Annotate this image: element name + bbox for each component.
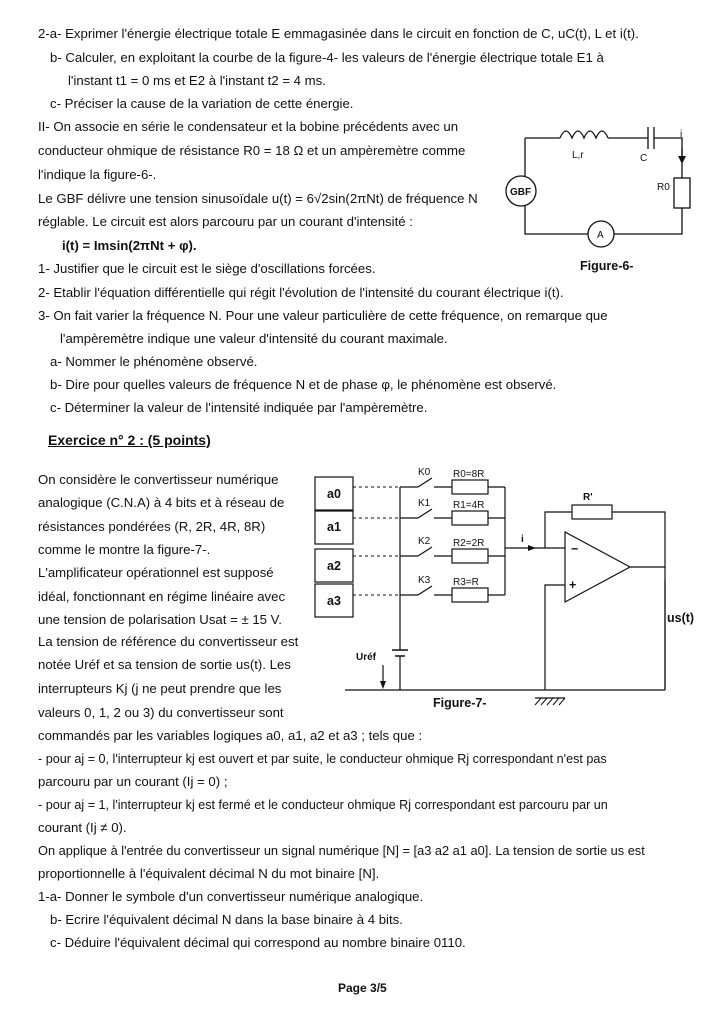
question-3a: a- Nommer le phénomène observé. xyxy=(50,354,258,369)
ex2-text-5: L'amplificateur opérationnel est supposé xyxy=(38,565,274,580)
ex2-text-11: valeurs 0, 1, 2 ou 3) du convertisseur sont xyxy=(38,705,284,720)
ex2-text-1: On considère le convertisseur numérique xyxy=(38,472,279,487)
gbf-label: GBF xyxy=(510,187,532,198)
ex2-text-13: - pour aj = 0, l'interrupteur kj est ouvert et par suite, le conducteur ohmique Rj correspondant n'est pas xyxy=(38,752,607,766)
coil-label: L,r xyxy=(572,150,584,161)
question-2: 2- Etablir l'équation différentielle qui régit l'évolution de l'intensité du courant électrique i(t). xyxy=(38,285,564,300)
question-3-line1: 3- On fait varier la fréquence N. Pour une valeur particulière de cette fréquence, on remarque que xyxy=(38,308,608,323)
gbf-generator xyxy=(506,176,536,206)
resistor-label-r0: R0=8R xyxy=(453,469,485,480)
resistor-r3 xyxy=(452,588,488,602)
feedback-resistor xyxy=(572,505,612,519)
ex2-text-2: analogique (C.N.A) à 4 bits et à réseau de xyxy=(38,495,285,510)
question-2b-line2: l'instant t1 = 0 ms et E2 à l'instant t2 = 4 ms. xyxy=(68,73,326,88)
switch-k1 xyxy=(418,509,432,518)
bit-label-a2: a2 xyxy=(327,559,341,573)
switch-label-k3: K3 xyxy=(418,575,431,586)
question-1: 1- Justifier que le circuit est le siège d'oscillations forcées. xyxy=(38,261,376,276)
ex2-text-3: résistances pondérées (R, 2R, 4R, 8R) xyxy=(38,519,266,534)
us-label: us(t) xyxy=(667,611,695,625)
gbf-statement: Le GBF délivre une tension sinusoïdale u(t) = 6√2sin(2πNt) de fréquence N xyxy=(38,191,478,206)
ammeter-symbol xyxy=(588,221,614,247)
uref-label: Uréf xyxy=(356,652,377,663)
current-statement: réglable. Le circuit est alors parcouru par un courant d'intensité : xyxy=(38,214,413,229)
ex2-text-9: notée Uréf et sa tension de sortie us(t). Les xyxy=(38,657,291,672)
switch-k0 xyxy=(418,478,432,487)
resistor-r0 xyxy=(674,178,690,208)
page-number: Page 3/5 xyxy=(338,981,387,995)
resistor-r1 xyxy=(452,511,488,525)
current-arrow xyxy=(678,156,686,164)
ex2-question-1c: c- Déduire l'équivalent décimal qui correspond au nombre binaire 0110. xyxy=(50,935,466,950)
part2-line3: l'indique la figure-6-. xyxy=(38,167,157,182)
ammeter-label: A xyxy=(597,230,604,241)
switch-k3 xyxy=(418,586,432,595)
switch-k2 xyxy=(418,547,432,556)
ex2-question-1a: 1-a- Donner le symbole d'un convertisseur numérique analogique. xyxy=(38,889,424,904)
switch-label-k1: K1 xyxy=(418,498,431,509)
question-2a: 2-a- Exprimer l'énergie électrique totale E emmagasinée dans le circuit en fonction de C, uC(t), L et i(t). xyxy=(38,26,639,41)
part2-line1: II- On associe en série le condensateur et la bobine précédents avec un xyxy=(38,119,459,134)
figure-6-caption: Figure-6- xyxy=(580,259,634,273)
bit-label-a1: a1 xyxy=(327,520,341,534)
resistor-label-r1: R1=4R xyxy=(453,500,485,511)
ex2-text-6: idéal, fonctionnant en régime linéaire avec xyxy=(38,589,286,604)
current-label-fig7: i xyxy=(521,534,524,545)
resistor-label-r2: R2=2R xyxy=(453,538,485,549)
current-label-fig6: i xyxy=(680,129,683,140)
ex2-text-4: comme le montre la figure-7-. xyxy=(38,542,211,557)
ex2-text-14: parcouru par un courant (Ij = 0) ; xyxy=(38,774,228,789)
figure-7-caption: Figure-7- xyxy=(433,696,487,710)
part2-line2: conducteur ohmique de résistance R0 = 18 Ω et un ampèremètre comme xyxy=(38,143,466,158)
capacitor-label: C xyxy=(640,153,648,164)
resistor-r0 xyxy=(452,480,488,494)
resistor-r2 xyxy=(452,549,488,563)
question-2c: c- Préciser la cause de la variation de cette énergie. xyxy=(50,96,354,111)
bit-box-a2 xyxy=(315,549,353,582)
ex2-text-7: une tension de polarisation Usat = ± 15 V. xyxy=(38,612,282,627)
bit-box-a0 xyxy=(315,477,353,510)
ex2-text-18: proportionnelle à l'équivalent décimal N du mot binaire [N]. xyxy=(38,866,380,881)
switch-label-k0: K0 xyxy=(418,467,431,478)
ex2-text-16: courant (Ij ≠ 0). xyxy=(38,820,127,835)
ex2-text-12: commandés par les variables logiques a0, a1, a2 et a3 ; tels que : xyxy=(38,728,423,743)
question-2b-line1: b- Calculer, en exploitant la courbe de la figure-4- les valeurs de l'énergie électrique totale E1 à xyxy=(50,50,604,65)
ex2-text-10: interrupteurs Kj (j ne peut prendre que les xyxy=(38,681,282,696)
bit-label-a0: a0 xyxy=(327,487,341,501)
resistor-label-r3: R3=R xyxy=(453,577,479,588)
feedback-label: R' xyxy=(583,492,593,503)
exercise-2-title: Exercice n° 2 : (5 points) xyxy=(48,432,211,448)
bit-label-a3: a3 xyxy=(327,594,341,608)
op-amp xyxy=(565,532,630,602)
ex2-text-8: La tension de référence du convertisseur est xyxy=(38,634,299,649)
current-expression: i(t) = Imsin(2πNt + φ). xyxy=(62,238,197,253)
resistor-r0-label: R0 xyxy=(657,182,670,193)
uref-arrow xyxy=(380,681,386,689)
ex2-text-17: On applique à l'entrée du convertisseur un signal numérique [N] = [a3 a2 a1 a0]. La tension de sortie us est xyxy=(38,843,645,858)
switch-label-k2: K2 xyxy=(418,536,431,547)
ex2-text-15: - pour aj = 1, l'interrupteur kj est fermé et le conducteur ohmique Rj correspondant est parcouru par un xyxy=(38,798,608,812)
bit-box-a3 xyxy=(315,584,353,617)
question-3b: b- Dire pour quelles valeurs de fréquence N et de phase φ, le phénomène est observé. xyxy=(50,377,557,392)
coil-symbol xyxy=(560,131,608,138)
question-3c: c- Déterminer la valeur de l'intensité indiquée par l'ampèremètre. xyxy=(50,400,428,415)
ex2-question-1b: b- Ecrire l'équivalent décimal N dans la base binaire à 4 bits. xyxy=(50,912,403,927)
question-3-line2: l'ampèremètre indique une valeur d'intensité du courant maximale. xyxy=(60,331,448,346)
plus-input: + xyxy=(569,578,577,592)
capacitor-symbol xyxy=(648,127,654,149)
current-arrow-fig7 xyxy=(528,545,536,551)
bit-box-a1 xyxy=(315,511,353,544)
minus-input: − xyxy=(571,542,579,556)
